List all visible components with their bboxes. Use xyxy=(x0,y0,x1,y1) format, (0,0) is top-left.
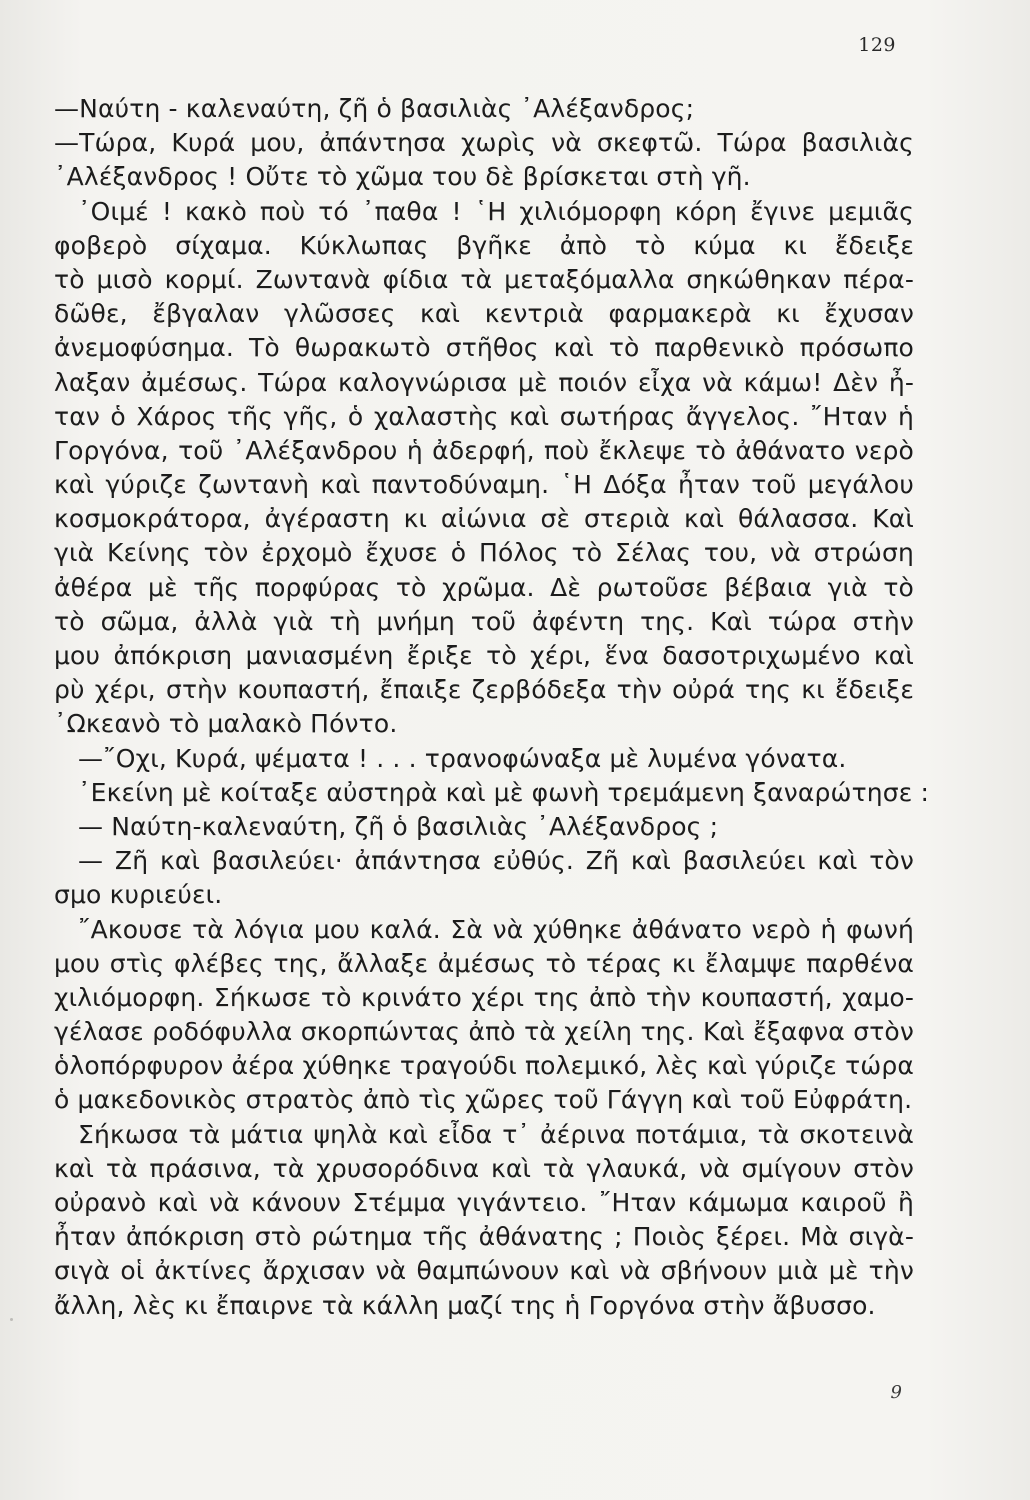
text-line: γιὰ Κείνης τὸν ἐρχομὸ ἔχυσε ὁ Πόλος τὸ Σέλας του, νὰ στρώση xyxy=(54,538,914,568)
text-line: —Ναύτη - καλεναύτη, ζῆ ὁ βασιλιὰς ᾿Αλέξανδρος; xyxy=(54,94,695,123)
text-line: μου στὶς φλέβες της, ἄλλαξε ἀμέσως τὸ τέρας κι ἔλαμψε παρθένα xyxy=(54,948,914,978)
text-line: ᾿Ωκεανὸ τὸ μαλακὸ Πόντο. xyxy=(54,709,398,739)
text-line: τὸ σῶμα, ἀλλὰ γιὰ τὴ μνήμη τοῦ ἀφέντη της. Καὶ τώρα στὴν xyxy=(54,606,914,636)
text-line: οὐρανὸ καὶ νὰ κάνουν Στέμμα γιγάντειο. ῎Ηταν κάμωμα καιροῦ ἢ xyxy=(54,1188,914,1217)
body-text xyxy=(54,92,930,1323)
text-line: τὸ μισὸ κορμί. Ζωντανὰ φίδια τὰ μεταξόμαλλα σηκώθηκαν πέρα- xyxy=(54,264,914,294)
text-line: γέλασε ροδόφυλλα σκορπώντας ἀπὸ τὰ χείλη της. Καὶ ἔξαφνα στὸν xyxy=(54,1017,914,1047)
text-line: καὶ γύριζε ζωντανὴ καὶ παντοδύναμη. ῾Η Δόξα ἦταν τοῦ μεγάλου xyxy=(54,470,914,500)
text-line: —῎Οχι, Κυρά, ψέματα ! . . . τρανοφώναξα μὲ λυμένα γόνατα. xyxy=(78,743,847,773)
text-line: ᾿Οιμέ ! κακὸ ποὺ τό ᾿παθα ! ῾Η χιλιόμορφη κόρη ἔγινε μεμιᾶς xyxy=(78,196,914,226)
text-line: ὁλοπόρφυρον ἀέρα χύθηκε τραγούδι πολεμικό, λὲς καὶ γύριζε τώρα xyxy=(54,1051,914,1081)
text-line: —Τώρα, Κυρά μου, ἀπάντησα χωρὶς νὰ σκεφτῶ. Τώρα βασιλιὰς xyxy=(54,128,914,158)
signature-mark: 9 xyxy=(890,1382,902,1403)
text-line: ἀθέρα μὲ τῆς πορφύρας τὸ χρῶμα. Δὲ ρωτοῦσε βέβαια γιὰ τὸ xyxy=(54,572,914,602)
scan-speck xyxy=(10,1318,13,1321)
text-line: — Ναύτη-καλεναύτη, ζῆ ὁ βασιλιὰς ᾿Αλέξανδρος ; xyxy=(78,811,719,841)
text-line: ἀνεμοφύσημα. Τὸ θωρακωτὸ στῆθος καὶ τὸ παρθενικὸ πρόσωπο xyxy=(54,333,914,363)
text-line: Σήκωσα τὰ μάτια ψηλὰ καὶ εἶδα τ᾿ ἀέρινα ποτάμια, τὰ σκοτεινὰ xyxy=(78,1119,914,1149)
text-line: ἄλλη, λὲς κι ἔπαιρνε τὰ κάλλη μαζί της ἡ Γοργόνα στὴν ἄβυσσο. xyxy=(54,1290,876,1320)
text-line: λαξαν ἀμέσως. Τώρα καλογνώρισα μὲ ποιόν εἶχα νὰ κάμω! Δὲν ἦ- xyxy=(54,367,914,397)
text-line: σιγὰ οἱ ἀκτίνες ἄρχισαν νὰ θαμπώνουν καὶ νὰ σβήνουν μιὰ μὲ τὴν xyxy=(54,1256,914,1286)
text-line: ρὺ χέρι, στὴν κουπαστή, ἔπαιξε ζερβόδεξα τὴν οὐρά της κι ἔδειξε xyxy=(54,675,914,705)
text-line: δῶθε, ἔβγαλαν γλῶσσες καὶ κεντριὰ φαρμακερὰ κι ἔχυσαν xyxy=(54,299,914,329)
text-line: ᾿Εκείνη μὲ κοίταξε αὐστηρὰ καὶ μὲ φωνὴ τρεμάμενη ξαναρώτησε : xyxy=(78,777,930,807)
text-line: κοσμοκράτορα, ἀγέραστη κι αἰώνια σὲ στεριὰ καὶ θάλασσα. Καὶ xyxy=(54,504,914,534)
text-line: ὁ μακεδονικὸς στρατὸς ἀπὸ τὶς χῶρες τοῦ Γάγγη καὶ τοῦ Εὐφράτη. xyxy=(54,1085,913,1115)
text-line: σμο κυριεύει. xyxy=(54,880,223,910)
text-line: — Ζῆ καὶ βασιλεύει· ἀπάντησα εὐθύς. Ζῆ καὶ βασιλεύει καὶ τὸν xyxy=(78,846,914,876)
text-line: καὶ τὰ πράσινα, τὰ χρυσορόδινα καὶ τὰ γλαυκά, νὰ σμίγουν στὸν xyxy=(54,1153,914,1183)
page-number: 129 xyxy=(858,34,896,56)
text-line: φοβερὸ σίχαμα. Κύκλωπας βγῆκε ἀπὸ τὸ κύμα κι ἔδειξε xyxy=(54,230,914,260)
text-line: Γοργόνα, τοῦ ᾿Αλέξανδρου ἡ ἀδερφή, ποὺ ἔκλεψε τὸ ἀθάνατο νερὸ xyxy=(54,435,914,465)
text-line: μου ἀπόκριση μανιασμένη ἔριξε τὸ χέρι, ἕνα δασοτριχωμένο καὶ xyxy=(54,641,914,670)
text-line: ῎Ακουσε τὰ λόγια μου καλά. Σὰ νὰ χύθηκε ἀθάνατο νερὸ ἡ φωνή xyxy=(78,914,914,944)
text-line: ταν ὁ Χάρος τῆς γῆς, ὁ χαλαστὴς καὶ σωτήρας ἄγγελος. ῎Ηταν ἡ xyxy=(54,401,914,431)
text-line: χιλιόμορφη. Σήκωσε τὸ κρινάτο χέρι της ἀπὸ τὴν κουπαστή, χαμο- xyxy=(54,982,914,1012)
text-line: ᾿Αλέξανδρος ! Οὔτε τὸ χῶμα του δὲ βρίσκεται στὴ γῆ. xyxy=(54,162,751,192)
text-line: ἦταν ἀπόκριση στὸ ρώτημα τῆς ἀθάνατης ; Ποιὸς ξέρει. Μὰ σιγὰ- xyxy=(54,1222,914,1252)
